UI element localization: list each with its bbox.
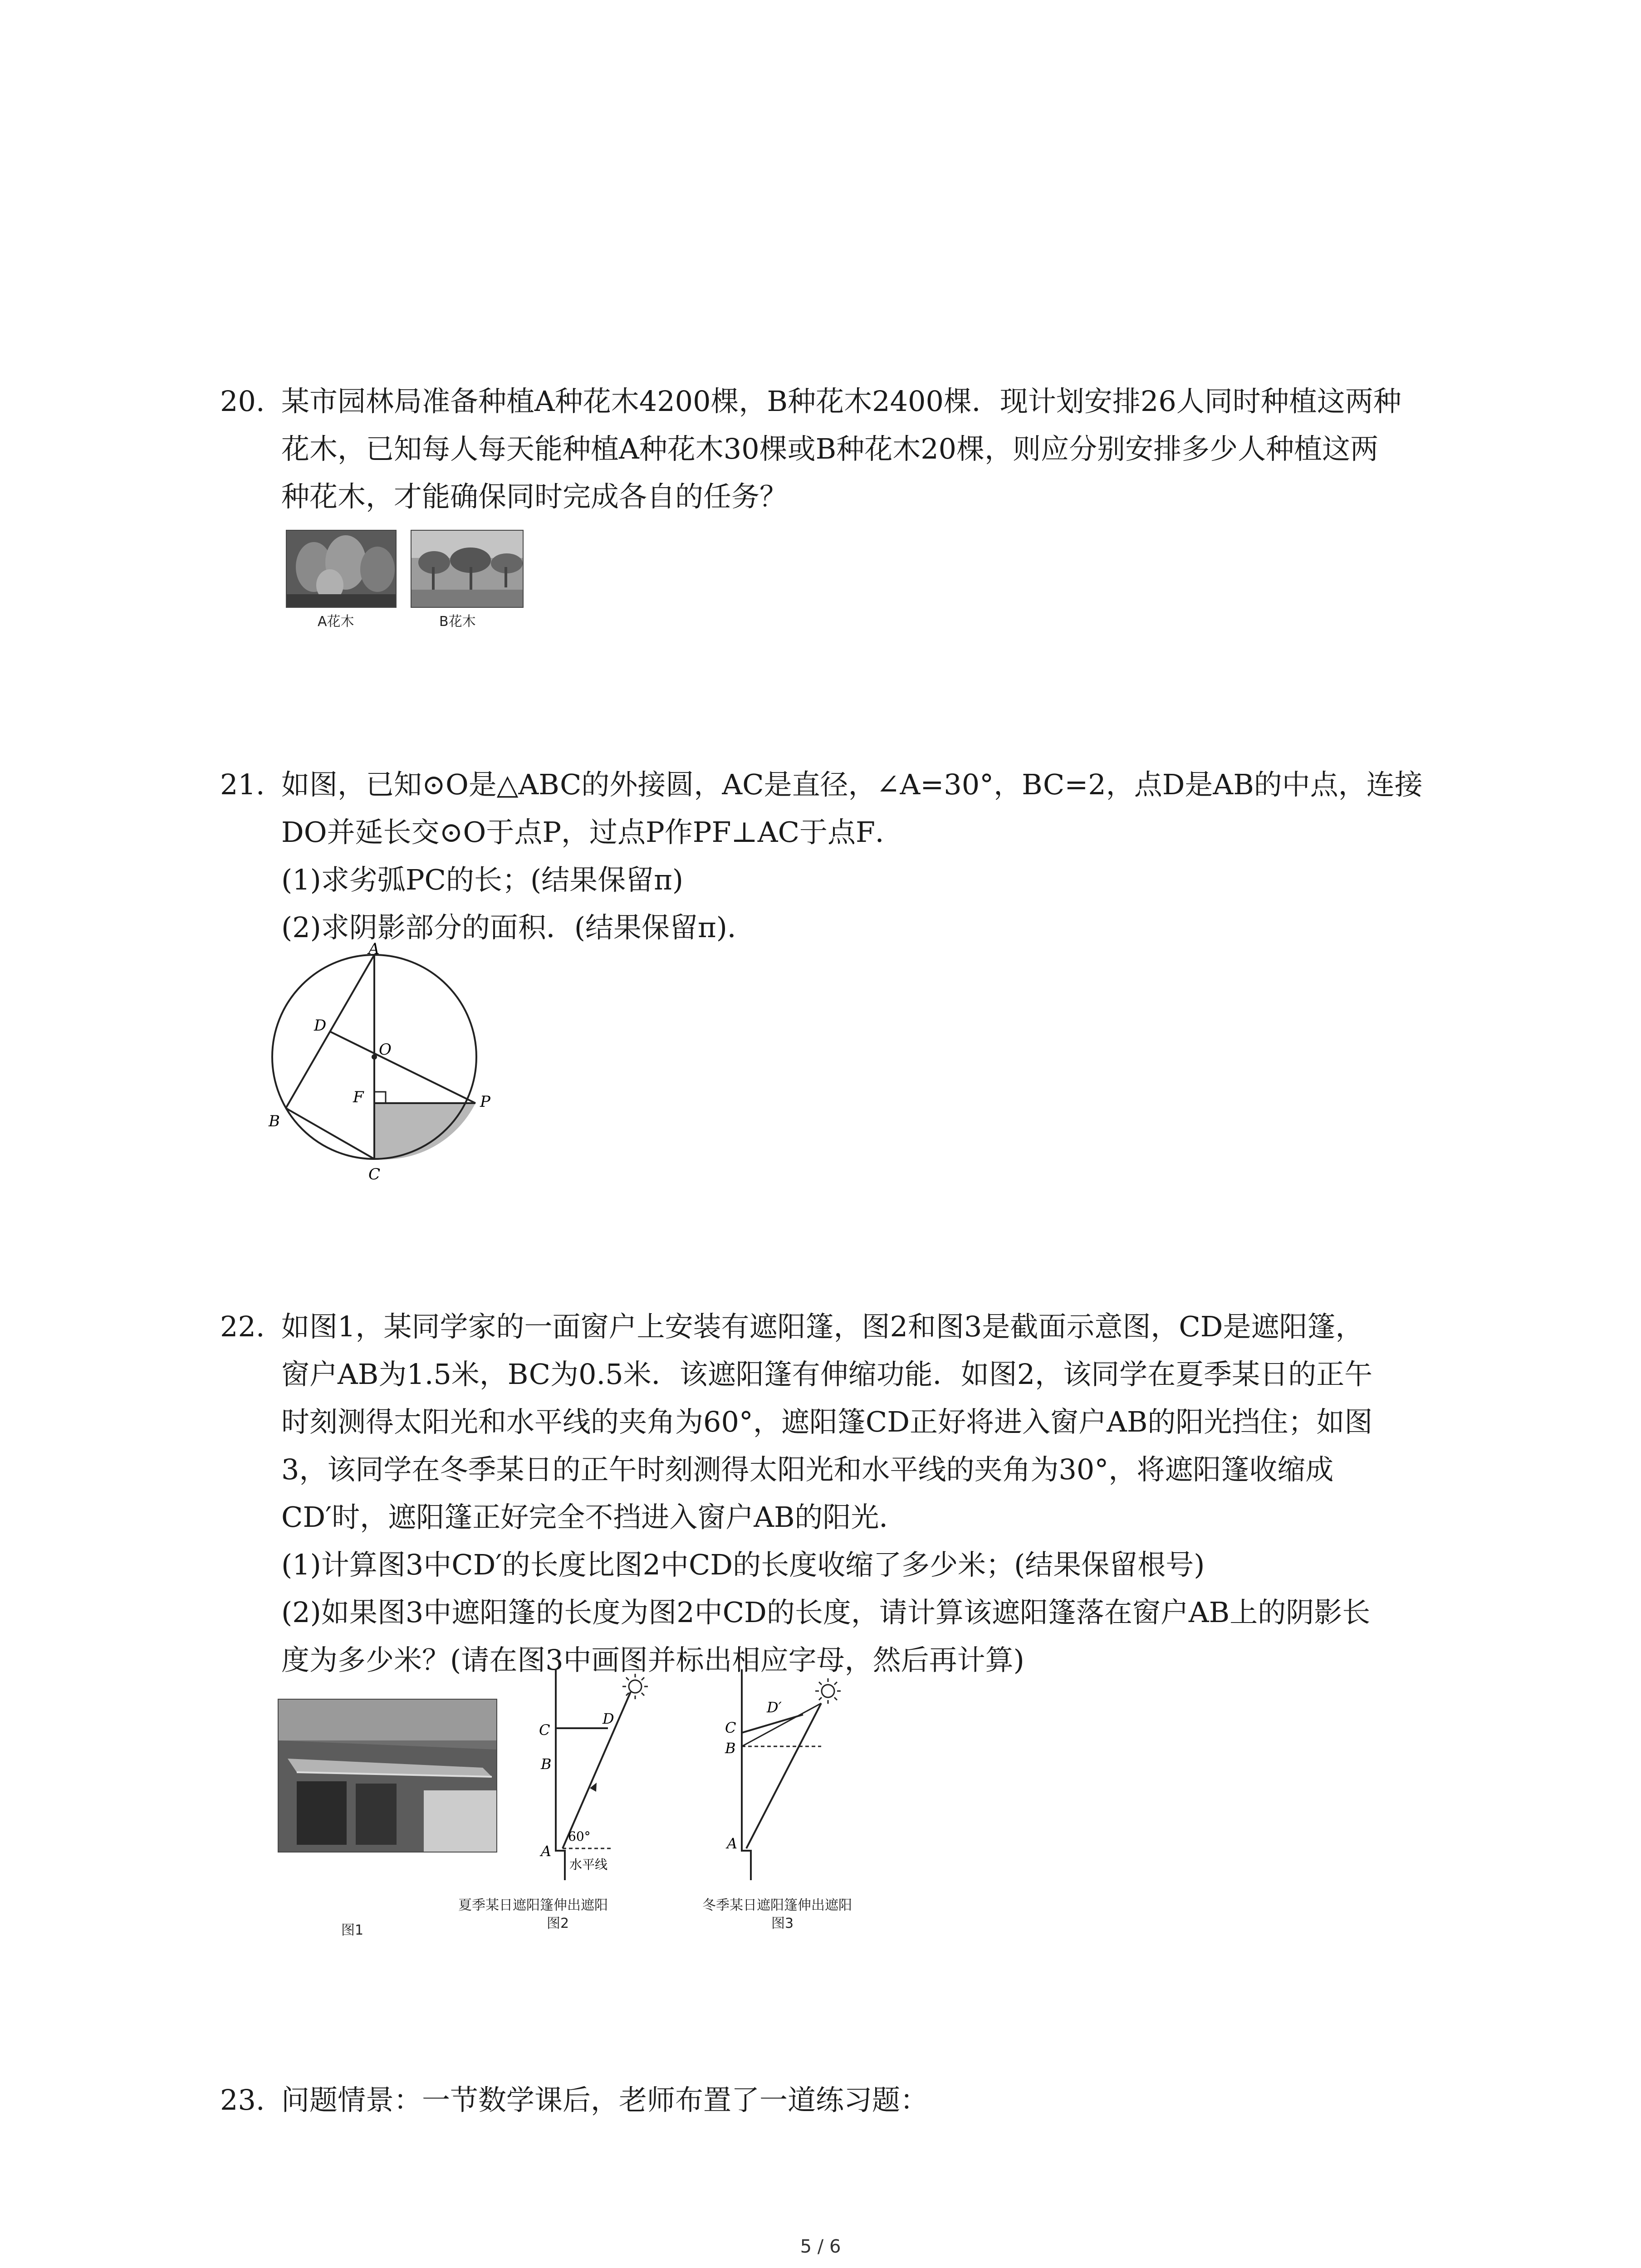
fig2-angle-label: 60° bbox=[568, 1829, 591, 1844]
label-f: F bbox=[353, 1088, 364, 1106]
q20-line-1: 某市园林局准备种植A种花木4200棵，B种花木2400棵．现计划安排26人同时种植这两种 bbox=[281, 385, 1401, 418]
q23-number: 23. bbox=[220, 2083, 265, 2116]
b-flower-caption: B花木 bbox=[439, 614, 476, 630]
label-p: P bbox=[480, 1093, 490, 1111]
q23-line-1: 问题情景：一节数学课后，老师布置了一道练习题： bbox=[281, 2083, 929, 2116]
q22-line-5: CD′时，遮阳篷正好完全不挡进入窗户AB的阳光． bbox=[281, 1501, 907, 1534]
a-flower-photo bbox=[286, 530, 397, 608]
q22-line-4: 3，该同学在冬季某日的正午时刻测得太阳光和水平线的夹角为30°，将遮阳篷收缩成 bbox=[281, 1453, 1334, 1486]
q22-line-3: 时刻测得太阳光和水平线的夹角为60°，遮阳篷CD正好将进入窗户AB的阳光挡住；如图 bbox=[281, 1405, 1373, 1438]
fig2-caption-top: 夏季某日遮阳篷伸出遮阳 bbox=[458, 1897, 608, 1913]
q21-line-3: (1)求劣弧PC的长；(结果保留π) bbox=[281, 863, 684, 896]
q20-line-2: 花木，已知每人每天能种植A种花木30棵或B种花木20棵，则应分别安排多少人种植这两 bbox=[281, 432, 1379, 465]
fig3-label-d-prime: D′ bbox=[767, 1699, 782, 1716]
right-angle-mark bbox=[374, 1092, 386, 1103]
page-number: 5 / 6 bbox=[800, 2236, 841, 2257]
circle-figure bbox=[263, 940, 499, 1188]
wall-line bbox=[742, 1669, 751, 1880]
label-a: A bbox=[368, 940, 380, 958]
q20-line-3: 种花木，才能确保同时完成各自的任务？ bbox=[281, 480, 788, 513]
q22-line-8: 度为多少米？(请在图3中画图并标出相应字母，然后再计算) bbox=[281, 1643, 1024, 1677]
sun-ray-lower bbox=[746, 1703, 821, 1848]
q20-number: 20. bbox=[220, 385, 265, 418]
fig1-caption: 图1 bbox=[341, 1922, 364, 1938]
sun-rays-icon bbox=[815, 1678, 841, 1704]
fig3-caption-bottom: 图3 bbox=[771, 1916, 794, 1931]
q21-line-2: DO并延长交⊙O于点P，过点P作PF⊥AC于点F． bbox=[281, 816, 904, 849]
figure-2 bbox=[522, 1669, 681, 1882]
segment-dp bbox=[330, 1031, 475, 1103]
q22-line-7: (2)如果图3中遮阳篷的长度为图2中CD的长度，请计算该遮阳篷落在窗户AB上的阴影长 bbox=[281, 1596, 1371, 1629]
fig2-label-d: D bbox=[603, 1710, 614, 1727]
fig3-label-a: A bbox=[727, 1835, 738, 1852]
q22-line-1: 如图1，某同学家的一面窗户上安装有遮阳篷，图2和图3是截面示意图，CD是遮阳篷， bbox=[281, 1310, 1364, 1343]
label-c: C bbox=[368, 1165, 381, 1183]
sun-icon bbox=[629, 1680, 642, 1693]
fig2-label-c: C bbox=[539, 1721, 550, 1739]
sun-ray bbox=[563, 1692, 631, 1848]
figure-3 bbox=[708, 1669, 867, 1882]
segment-bc bbox=[286, 1108, 374, 1159]
fig3-caption-top: 冬季某日遮阳篷伸出遮阳 bbox=[702, 1897, 852, 1913]
fig3-label-c: C bbox=[725, 1719, 736, 1736]
fig3-label-b: B bbox=[725, 1740, 736, 1757]
awning-photo bbox=[278, 1699, 497, 1853]
a-flower-caption: A花木 bbox=[318, 614, 354, 630]
fig2-label-b: B bbox=[541, 1755, 552, 1773]
fig2-caption-bottom: 图2 bbox=[547, 1916, 569, 1931]
center-point bbox=[372, 1054, 377, 1060]
label-o: O bbox=[379, 1041, 392, 1059]
q21-line-4: (2)求阴影部分的面积．(结果保留π)． bbox=[281, 911, 755, 944]
q22-line-6: (1)计算图3中CD′的长度比图2中CD的长度收缩了多少米；(结果保留根号) bbox=[281, 1548, 1205, 1581]
label-d: D bbox=[314, 1017, 327, 1035]
sun-icon bbox=[822, 1685, 834, 1697]
q22-number: 22. bbox=[220, 1310, 265, 1343]
b-flower-photo bbox=[411, 530, 524, 608]
fig2-label-a: A bbox=[541, 1843, 552, 1860]
q22-line-2: 窗户AB为1.5米，BC为0.5米．该遮阳篷有伸缩功能．如图2，该同学在夏季某日的正午 bbox=[281, 1358, 1373, 1391]
label-b: B bbox=[269, 1112, 280, 1130]
sun-rays-icon bbox=[622, 1674, 648, 1699]
q21-line-1: 如图，已知⊙O是△ABC的外接圆，AC是直径，∠A=30°，BC=2，点D是AB的中点，连接 bbox=[281, 768, 1423, 801]
fig2-horizontal-label: 水平线 bbox=[569, 1857, 608, 1872]
q21-number: 21. bbox=[220, 768, 265, 801]
